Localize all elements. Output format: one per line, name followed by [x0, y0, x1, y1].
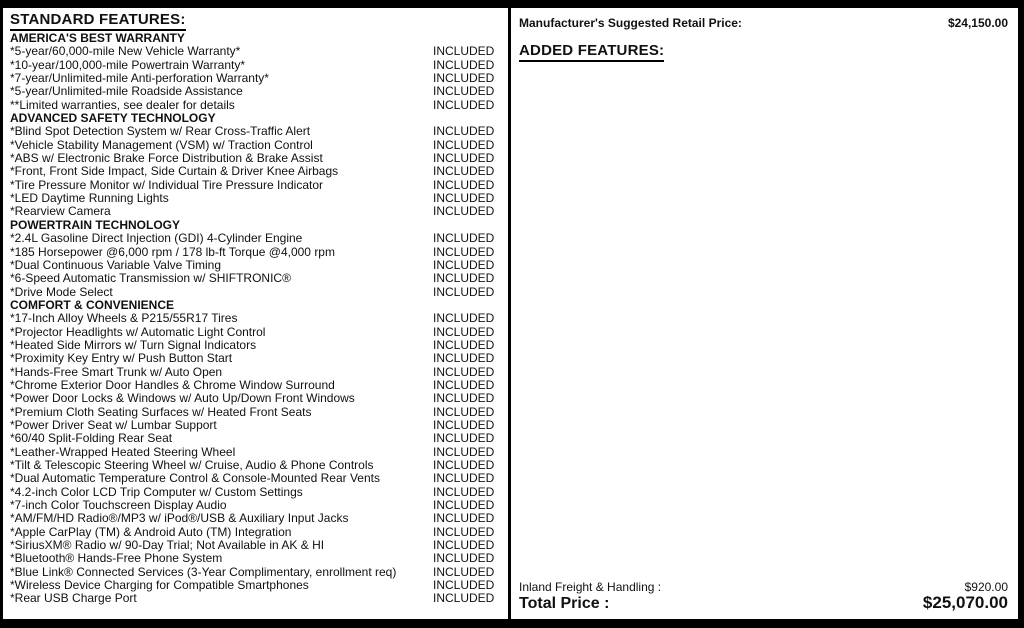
- section-header: AMERICA'S BEST WARRANTY: [10, 31, 185, 45]
- feature-status: INCLUDED: [433, 257, 495, 272]
- added-features-empty-area: [519, 62, 1008, 580]
- feature-label: *5-year/60,000-mile New Vehicle Warranty*: [10, 44, 241, 59]
- feature-row: [10, 72, 508, 85]
- feature-status: INCLUDED: [433, 351, 495, 366]
- feature-label: *5-year/Unlimited-mile Roadside Assistance: [10, 84, 243, 99]
- feature-row: [10, 246, 508, 259]
- feature-row: [10, 326, 508, 339]
- feature-label: *Dual Continuous Variable Valve Timing: [10, 257, 222, 272]
- feature-label: *Blind Spot Detection System w/ Rear Cross-Traffic Alert: [10, 124, 311, 139]
- section-header: POWERTRAIN TECHNOLOGY: [10, 217, 180, 232]
- feature-label: *6-Speed Automatic Transmission w/ SHIFTRONIC®: [10, 271, 291, 286]
- feature-status: INCLUDED: [433, 244, 495, 259]
- feature-label: *Tilt & Telescopic Steering Wheel w/ Cruise, Audio & Phone Controls: [10, 458, 374, 472]
- feature-status: INCLUDED: [433, 498, 495, 513]
- feature-row: [10, 59, 508, 72]
- freight-label: Inland Freight & Handling :: [519, 580, 662, 594]
- feature-label: *Front, Front Side Impact, Side Curtain & Driver Knee Airbags: [10, 164, 339, 179]
- standard-features-title: STANDARD FEATURES:: [10, 11, 186, 31]
- feature-status: INCLUDED: [433, 364, 495, 379]
- feature-row: [10, 579, 508, 592]
- feature-row: [10, 512, 508, 525]
- feature-status: INCLUDED: [433, 564, 495, 579]
- feature-status: INCLUDED: [433, 44, 495, 59]
- feature-label: *Rearview Camera: [10, 204, 111, 219]
- feature-label: *Hands-Free Smart Trunk w/ Auto Open: [10, 364, 223, 379]
- feature-label: *Heated Side Mirrors w/ Turn Signal Indicators: [10, 337, 257, 352]
- standard-features-pane: [3, 8, 508, 619]
- total-price-label: Total Price :: [519, 595, 610, 612]
- feature-row: [10, 446, 508, 459]
- feature-status: INCLUDED: [433, 551, 495, 566]
- feature-label: *Proximity Key Entry w/ Push Button Start: [10, 351, 233, 366]
- feature-status: INCLUDED: [433, 404, 495, 419]
- feature-status: INCLUDED: [433, 124, 495, 139]
- feature-label: *Apple CarPlay (TM) & Android Auto (TM) Integration: [10, 524, 292, 539]
- added-features-title-line: [519, 42, 1008, 62]
- feature-status: INCLUDED: [433, 271, 495, 286]
- feature-row: [10, 352, 508, 365]
- added-features-title: ADDED FEATURES:: [519, 42, 664, 62]
- feature-row: [10, 432, 508, 445]
- feature-status: INCLUDED: [433, 284, 495, 299]
- feature-row: [10, 406, 508, 419]
- feature-row: [10, 205, 508, 218]
- feature-row: [10, 459, 508, 472]
- feature-row: [10, 592, 508, 605]
- feature-label: *Wireless Device Charging for Compatible Smartphones: [10, 578, 309, 593]
- feature-label: *7-year/Unlimited-mile Anti-perforation Warranty*: [10, 71, 269, 86]
- feature-label: *Drive Mode Select: [10, 284, 113, 299]
- feature-label: *17-Inch Alloy Wheels & P215/55R17 Tires: [10, 311, 238, 326]
- feature-label: *Chrome Exterior Door Handles & Chrome Window Surround: [10, 377, 335, 392]
- feature-row: [10, 526, 508, 539]
- feature-label: *Leather-Wrapped Heated Steering Wheel: [10, 444, 236, 459]
- feature-row: [10, 419, 508, 432]
- feature-label: *Power Door Locks & Windows w/ Auto Up/Down Front Windows: [10, 391, 355, 406]
- feature-row: [10, 99, 508, 112]
- feature-row: [10, 139, 508, 152]
- standard-features-list: [10, 32, 508, 606]
- feature-row: [10, 85, 508, 98]
- msrp-label: Manufacturer's Suggested Retail Price:: [519, 16, 742, 30]
- feature-status: INCLUDED: [433, 84, 495, 99]
- feature-status: INCLUDED: [433, 591, 495, 606]
- feature-label: *10-year/100,000-mile Powertrain Warranty*: [10, 57, 245, 72]
- msrp-value: $24,150.00: [947, 16, 1008, 30]
- feature-label: *ABS w/ Electronic Brake Force Distribution & Brake Assist: [10, 151, 323, 166]
- feature-row: [10, 312, 508, 325]
- feature-label: *Bluetooth® Hands-Free Phone System: [10, 551, 223, 566]
- feature-status: INCLUDED: [433, 458, 495, 472]
- section-header: ADVANCED SAFETY TECHNOLOGY: [10, 111, 216, 126]
- freight-row: [519, 580, 1008, 594]
- feature-row: [10, 379, 508, 392]
- standard-features-title-line: [10, 11, 508, 31]
- feature-status: INCLUDED: [433, 71, 495, 86]
- feature-label: *185 Horsepower @6,000 rpm / 178 lb-ft Torque @4,000 rpm: [10, 244, 335, 259]
- feature-status: INCLUDED: [433, 538, 495, 553]
- feature-label: *SiriusXM® Radio w/ 90-Day Trial; Not Available in AK & HI: [10, 538, 325, 553]
- feature-row: [10, 45, 508, 58]
- feature-row: [10, 152, 508, 165]
- feature-row: [10, 566, 508, 579]
- feature-label: *AM/FM/HD Radio®/MP3 w/ iPod®/USB & Auxiliary Input Jacks: [10, 511, 349, 526]
- feature-label: *Blue Link® Connected Services (3-Year Complimentary, enrollment req): [10, 564, 397, 579]
- feature-status: INCLUDED: [433, 231, 495, 246]
- feature-status: INCLUDED: [433, 484, 495, 499]
- feature-row: [10, 232, 508, 245]
- feature-status: INCLUDED: [433, 177, 495, 192]
- feature-row: [10, 272, 508, 285]
- feature-row: [10, 125, 508, 138]
- feature-label: *Premium Cloth Seating Surfaces w/ Heated Front Seats: [10, 404, 312, 419]
- feature-row: [10, 539, 508, 552]
- feature-status: INCLUDED: [433, 324, 495, 339]
- feature-status: INCLUDED: [433, 311, 495, 326]
- feature-label: *60/40 Split-Folding Rear Seat: [10, 431, 173, 446]
- section-header: COMFORT & CONVENIENCE: [10, 297, 175, 312]
- feature-row: [10, 339, 508, 352]
- feature-status: INCLUDED: [433, 191, 495, 206]
- feature-status: INCLUDED: [433, 151, 495, 166]
- feature-row: [10, 179, 508, 192]
- feature-status: INCLUDED: [433, 417, 495, 432]
- feature-label: *2.4L Gasoline Direct Injection (GDI) 4-Cylinder Engine: [10, 231, 303, 246]
- feature-label: *Tire Pressure Monitor w/ Individual Tire Pressure Indicator: [10, 177, 324, 192]
- feature-row: [10, 165, 508, 178]
- feature-label: *Projector Headlights w/ Automatic Light Control: [10, 324, 266, 339]
- feature-row: [10, 486, 508, 499]
- feature-label: *7-inch Color Touchscreen Display Audio: [10, 498, 227, 513]
- feature-row: [10, 392, 508, 405]
- feature-status: INCLUDED: [433, 97, 495, 112]
- feature-row: [10, 286, 508, 299]
- feature-status: INCLUDED: [433, 164, 495, 179]
- feature-label: *Vehicle Stability Management (VSM) w/ Traction Control: [10, 137, 313, 152]
- feature-status: INCLUDED: [433, 431, 495, 446]
- feature-label: *Dual Automatic Temperature Control & Console-Mounted Rear Vents: [10, 471, 380, 486]
- feature-row: [10, 552, 508, 565]
- freight-value: $920.00: [964, 580, 1008, 594]
- feature-status: INCLUDED: [433, 377, 495, 392]
- feature-label: *LED Daytime Running Lights: [10, 191, 169, 206]
- feature-status: INCLUDED: [433, 137, 495, 152]
- feature-status: INCLUDED: [433, 391, 495, 406]
- feature-row: [10, 259, 508, 272]
- feature-status: INCLUDED: [433, 337, 495, 352]
- feature-label: *4.2-inch Color LCD Trip Computer w/ Custom Settings: [10, 484, 303, 499]
- feature-status: INCLUDED: [433, 578, 495, 593]
- msrp-row: [519, 16, 1008, 30]
- total-price-value: $25,070.00: [922, 593, 1008, 612]
- feature-row: [10, 499, 508, 512]
- feature-status: INCLUDED: [433, 511, 495, 526]
- feature-status: INCLUDED: [433, 444, 495, 459]
- feature-status: INCLUDED: [433, 471, 495, 486]
- feature-label: *Power Driver Seat w/ Lumbar Support: [10, 417, 217, 432]
- feature-label: **Limited warranties, see dealer for details: [10, 97, 235, 112]
- feature-label: *Rear USB Charge Port: [10, 591, 137, 606]
- feature-status: INCLUDED: [433, 524, 495, 539]
- feature-status: INCLUDED: [433, 57, 495, 72]
- total-price-row: [519, 594, 1008, 613]
- pricing-pane: [511, 8, 1018, 619]
- feature-row: [10, 472, 508, 485]
- feature-row: [10, 366, 508, 379]
- feature-row: [10, 192, 508, 205]
- feature-status: INCLUDED: [433, 204, 495, 219]
